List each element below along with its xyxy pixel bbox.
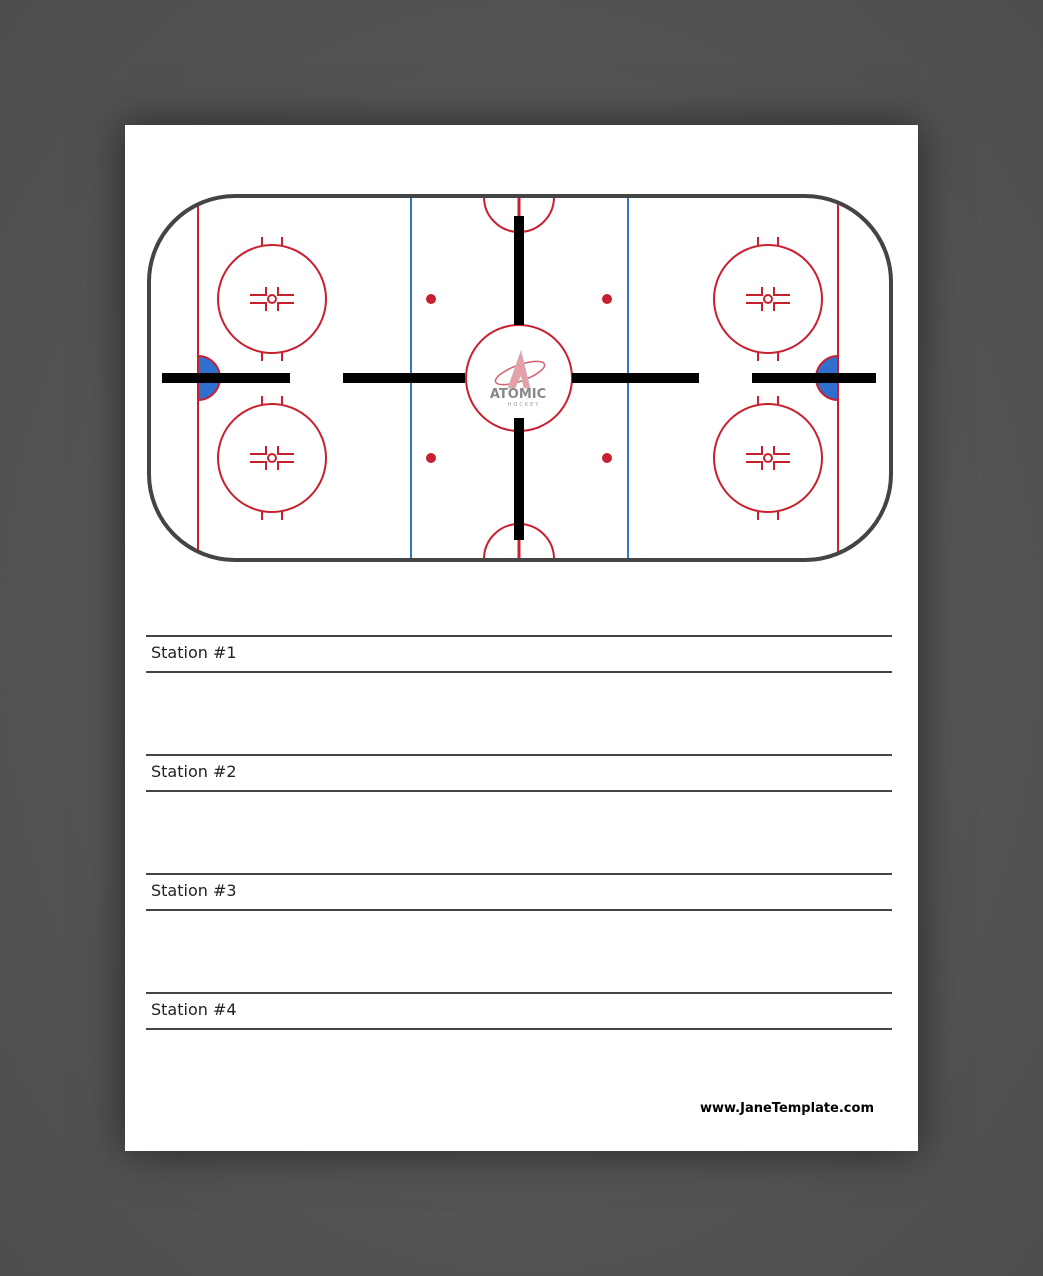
station-3-bottom-line bbox=[146, 909, 892, 911]
station-2-bottom-line bbox=[146, 790, 892, 792]
station-4-bottom-line bbox=[146, 1028, 892, 1030]
svg-text:ATOMIC: ATOMIC bbox=[489, 387, 547, 402]
station-4-row bbox=[146, 992, 892, 1030]
faceoff-circle-bottom-left bbox=[218, 396, 326, 520]
station-2-row bbox=[146, 754, 892, 792]
faceoff-circle-bottom-right bbox=[714, 396, 822, 520]
station-2-top-line bbox=[146, 754, 892, 756]
station-1-row bbox=[146, 635, 892, 673]
station-1-top-line bbox=[146, 635, 892, 637]
station-1-bottom-line bbox=[146, 671, 892, 673]
station-3-label: Station #3 bbox=[151, 881, 237, 900]
station-2-label: Station #2 bbox=[151, 762, 237, 781]
station-4-label: Station #4 bbox=[151, 1000, 237, 1019]
station-1-label: Station #1 bbox=[151, 643, 237, 662]
hockey-rink-diagram bbox=[146, 193, 894, 563]
svg-text:HOCKEY: HOCKEY bbox=[507, 402, 541, 408]
template-page bbox=[125, 125, 918, 1151]
station-3-row bbox=[146, 873, 892, 911]
station-3-top-line bbox=[146, 873, 892, 875]
footer-website: www.JaneTemplate.com bbox=[699, 1101, 874, 1116]
station-4-top-line bbox=[146, 992, 892, 994]
faceoff-circle-top-right bbox=[714, 237, 822, 361]
faceoff-circle-top-left bbox=[218, 237, 326, 361]
